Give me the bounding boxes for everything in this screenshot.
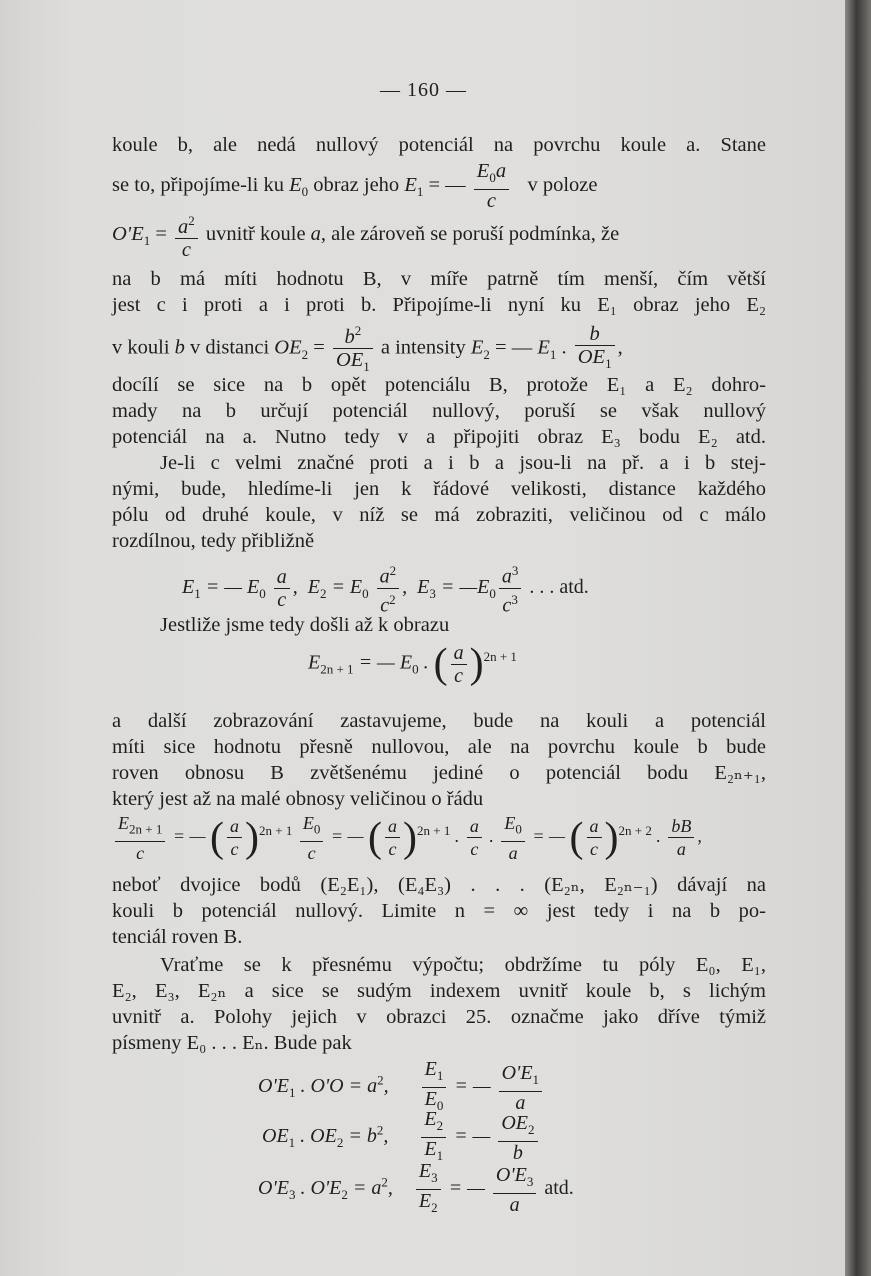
text-line: Vraťme se k přesnému výpočtu; obdržíme tu póly E₀, E₁, xyxy=(160,954,766,976)
equation-order: $\frac{E_{2n + 1}}{c}$ = — ( $\frac{a}{c}$ )$^{2n + 1}$ $\frac{E_0}{c}$ = — ( $\frac{a}{c}$ )$^{2n + 1}$ . $\frac{a}{c}$ . $\frac{E_0}{a}$ = — ( $\frac{a}{c}$ )$^{2n + 2}$ . $\frac{bB}{a}$ , xyxy=(112,812,702,864)
text-line: koule b, ale nedá nullový potenciál na povrchu koule a. Stane xyxy=(112,134,766,156)
text-line: který jest až na malé obnosy veličinou o řádu xyxy=(112,788,484,810)
equation-approx: $E_1$ = — $E_0$ $\frac{a}{c}$ , $E_2 = E_0$ $\frac{a^2}{c^2}$ , $E_3$ = $—E_0$ $\frac{a^3}{c^3}$ . . . atd. xyxy=(182,560,589,616)
text-line: kouli b potenciál nullový. Limite n = ∞ jest tedy i na b po- xyxy=(112,900,766,922)
text-line: docílí se sice na b opět potenciálu B, protože E₁ a E₂ dohro- xyxy=(112,374,766,396)
text-line-with-fraction: $O'E_1$ = $\frac{a^2}{c}$ uvnitř koule a, ale zároveň se poruší podmínka, že xyxy=(112,210,619,261)
page-number: — 160 — xyxy=(380,79,467,101)
text-line: uvnitř a. Polohy jejich v obrazci 25. označme jako dříve týmiž xyxy=(112,1006,766,1028)
equation-rel3: $O'E_3$ . $O'E_2 = a^2$, $\frac{E_3}{E_2}$ = — $\frac{O'E_3}{a}$ atd. xyxy=(258,1160,574,1216)
text-line: nými, bude, hledíme-li jen k řádové velikosti, distance každého xyxy=(112,478,766,500)
text-line: na b má míti hodnotu B, v míře patrně tím menší, čím větší xyxy=(112,268,766,290)
text-line: rozdílnou, tedy přibližně xyxy=(112,530,315,552)
text-line: jest c i proti a i proti b. Připojíme-li nyní ku E₁ obraz jeho E₂ xyxy=(112,294,766,316)
text-line: Jestliže jsme tedy došli až k obrazu xyxy=(160,614,450,636)
text-line: mady na b určují potenciál nullový, poruší se však nullový xyxy=(112,400,766,422)
text-line-with-fraction: se to, připojíme-li ku $E_0$ obraz jeho $E_1$ = — $\frac{E_0a}{c}$ v poloze xyxy=(112,160,598,213)
page-edge-shadow xyxy=(845,0,871,1276)
text-line: pólu od druhé koule, v níž se má zobraziti, veličinou od c málo xyxy=(112,504,766,526)
equation-rel1: $O'E_1$ . $O'O = a^2$, $\frac{E_1}{E_0}$ = — $\frac{O'E_1}{a}$ xyxy=(258,1058,545,1117)
text-line: tenciál roven B. xyxy=(112,926,243,948)
equation-general: $E_{2n + 1}$ = — $E_0$ . ( $\frac{a}{c}$ )$^{2n + 1}$ xyxy=(308,641,517,687)
text-line-with-fraction: v kouli b v distanci $OE_2$ = $\frac{b^2}{OE_1}$ a intensity $E_2$ = — $E_1$ . $\frac{b}{OE_1}$ , xyxy=(112,320,623,378)
text-line: E₂, E₃, E₂ₙ a sice se sudým indexem uvnitř koule b, s lichým xyxy=(112,980,766,1002)
text-line: neboť dvojice bodů (E₂E₁), (E₄E₃) . . . (E₂ₙ, E₂ₙ₋₁) dávají na xyxy=(112,874,766,896)
text-line: a další zobrazování zastavujeme, bude na kouli a potenciál xyxy=(112,710,766,732)
text-line: míti sice hodnotu přesně nullovou, ale na povrchu koule b bude xyxy=(112,736,766,758)
text-line: Je-li c velmi značné proti a i b a jsou-li na př. a i b stej- xyxy=(160,452,766,474)
equation-rel2: $OE_1$ . $OE_2 = b^2$, $\frac{E_2}{E_1}$ = — $\frac{OE_2}{b}$ xyxy=(262,1108,541,1167)
text-line: písmeny E₀ . . . Eₙ. Bude pak xyxy=(112,1032,352,1054)
text-line: roven obnosu B zvětšenému jediné o potenciál bodu E₂ₙ₊₁, xyxy=(112,762,766,784)
text-line: potenciál na a. Nutno tedy v a připojiti obraz E₃ bodu E₂ atd. xyxy=(112,426,766,448)
